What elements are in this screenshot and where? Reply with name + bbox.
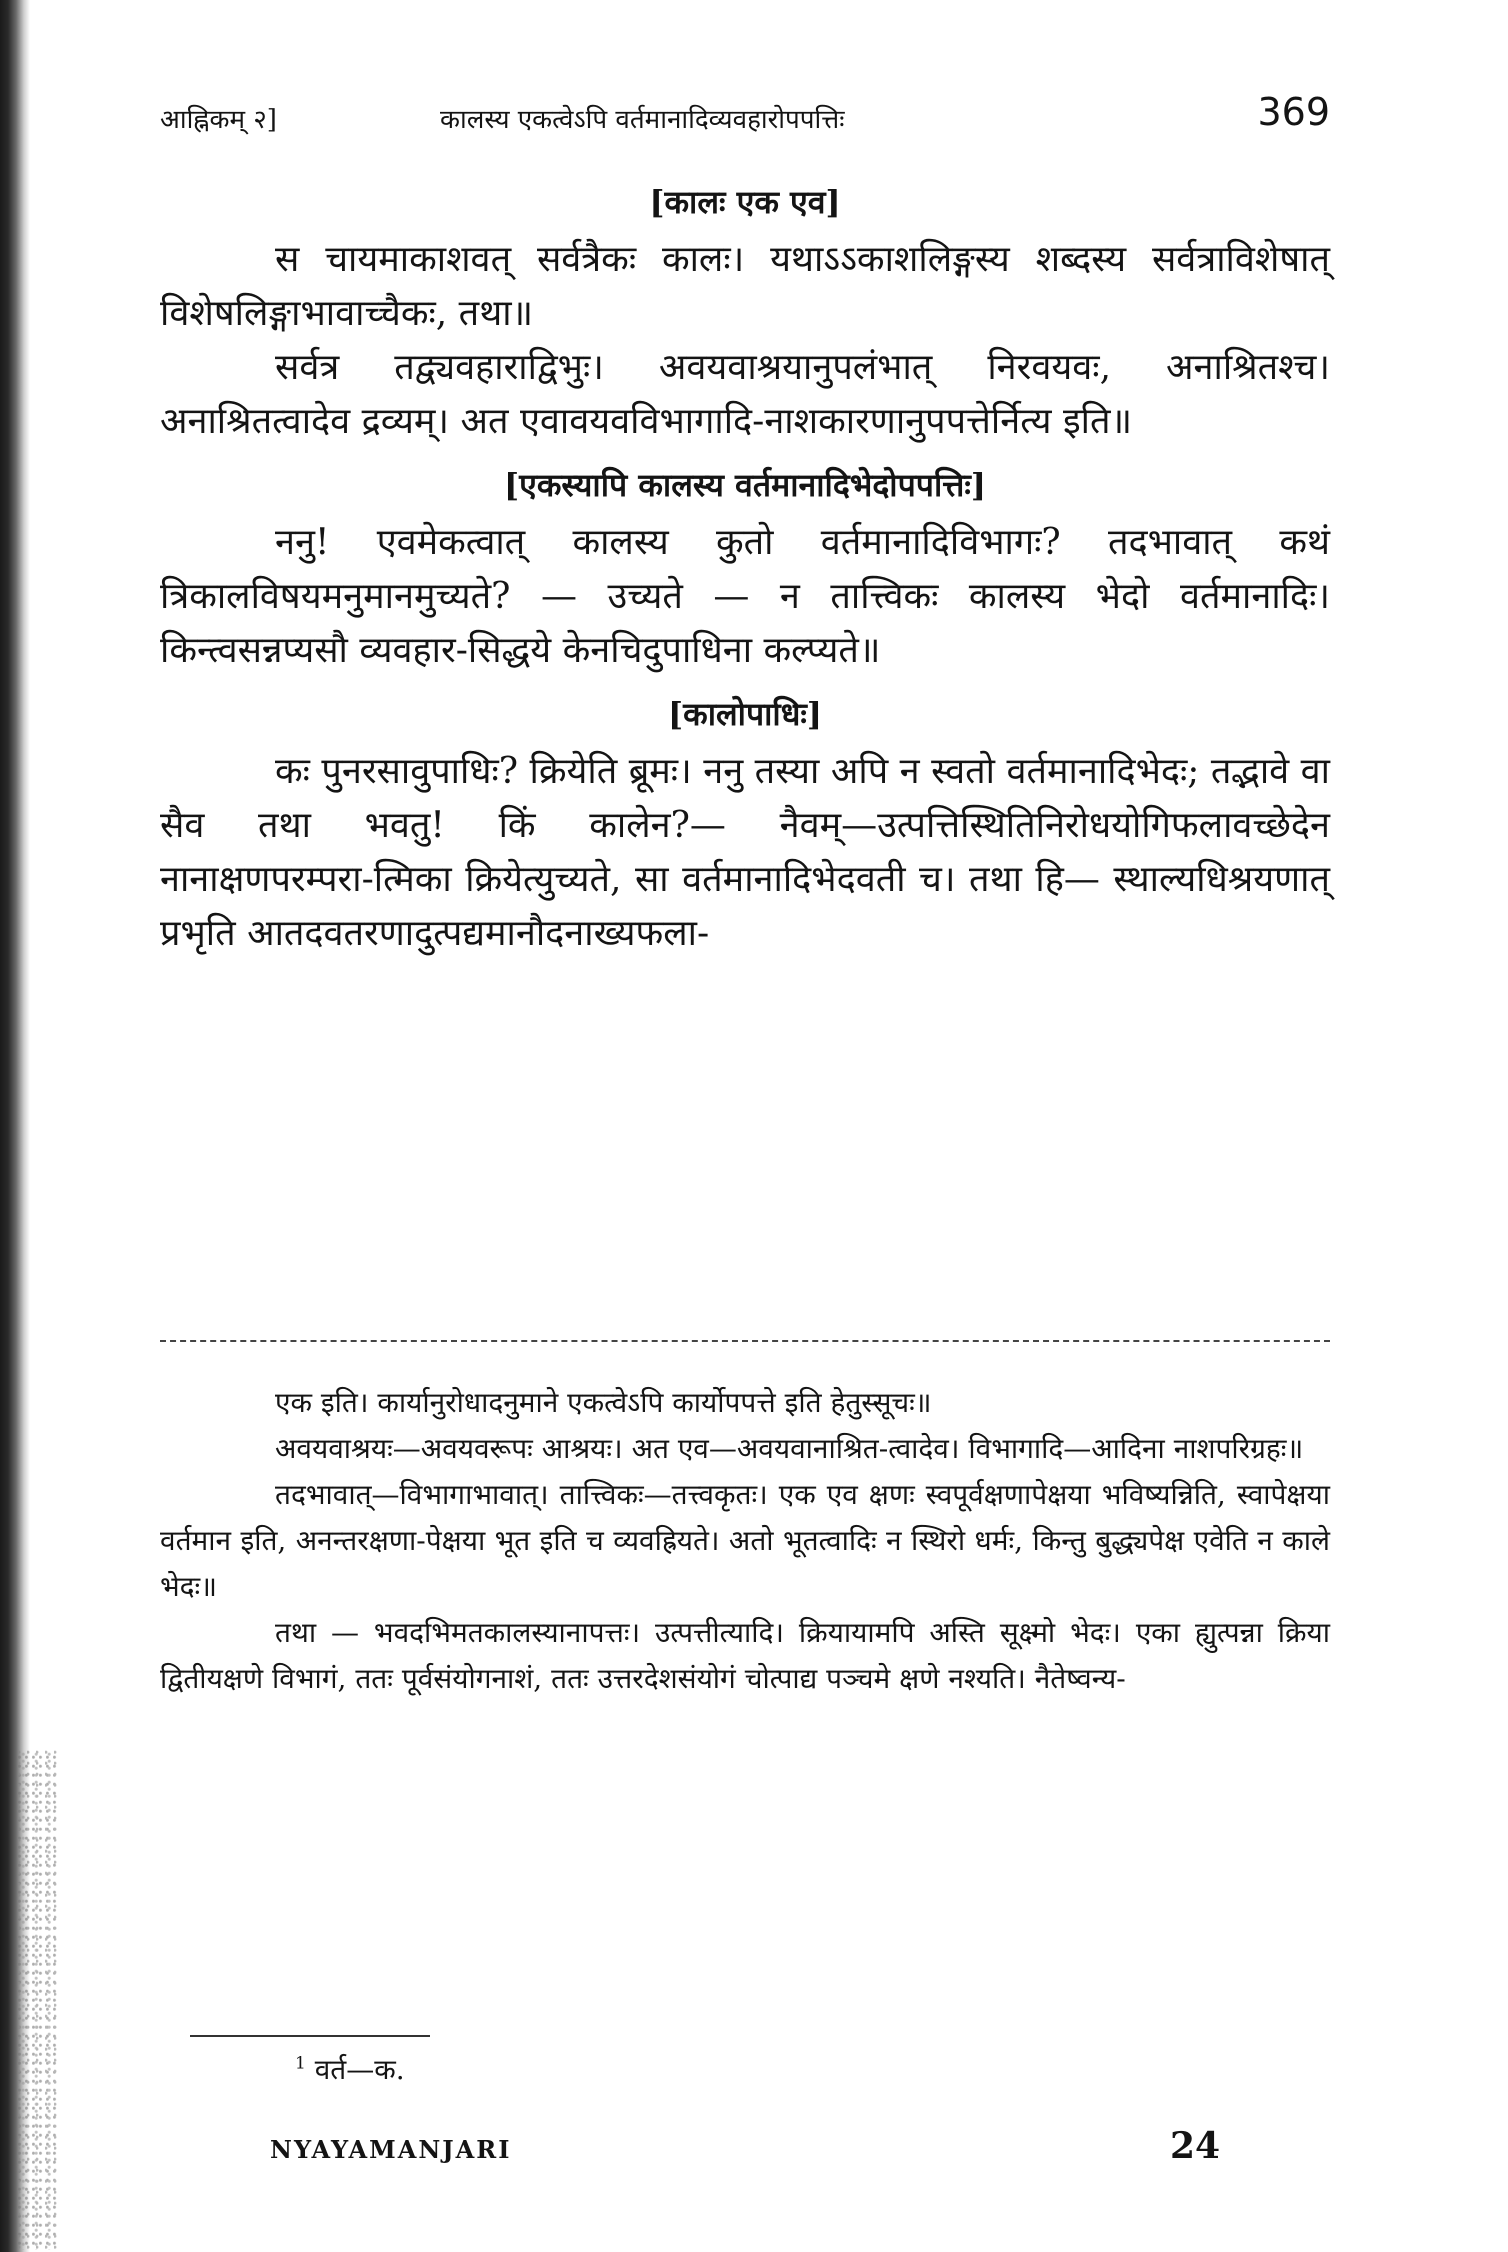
scan-speckle bbox=[18, 1750, 58, 2250]
page-number: 369 bbox=[1257, 90, 1330, 134]
footer-signature-number: 24 bbox=[1170, 2125, 1221, 2167]
footnote bbox=[295, 2050, 405, 2088]
commentary-notes bbox=[160, 1380, 1330, 1702]
running-header bbox=[160, 90, 1330, 150]
paragraph: सर्वत्र तद्व्यवहाराद्विभुः। अवयवाश्रयानुपलंभात् निरवयवः, अनाश्रितश्च। अनाश्रितत्वादेव द्रव्यम्। अत एवावयवविभागादि-नाशकारणानुपपत्तेर्नित्य इति॥ bbox=[160, 347, 1330, 442]
paragraph: कः पुनरसावुपाधिः? क्रियेति ब्रूमः। ननु तस्या अपि न स्वतो वर्तमानादिभेदः; तद्भावे वा सैव तथा भवतु! किं कालेन?— नैवम्—उत्पत्तिस्थितिनिरोधयोगिफलावच्छेदेन नानाक्षणपरम्परा-त्मिका क्रियेत्युच्यते, सा वर्तमानादिभेदवती च। तथा हि— स्थाल्यधिश्रयणात् प्रभृति आतदवतरणादुत्पद्यमानौदनाख्यफला- bbox=[160, 751, 1330, 954]
header-chapter: आह्निकम् २] bbox=[160, 105, 277, 135]
footnote-mark: 1 bbox=[295, 2053, 306, 2074]
footer-book-title: NYAYAMANJARI bbox=[270, 2135, 512, 2164]
notes-divider bbox=[160, 1340, 1330, 1342]
section-heading: [कालः एक एव] bbox=[649, 183, 841, 221]
footnote-text: वर्त—क. bbox=[314, 2053, 405, 2086]
note: तथा — भवदभिमतकालस्यानापत्तः। उत्पत्तीत्यादि। क्रियायामपि अस्ति सूक्ष्मो भेदः। एका ह्युत्पन्ना क्रिया द्वितीयक्षणे विभागं, ततः पूर्वसंयोगनाशं, ततः उत्तरदेशसंयोगं चोत्पाद्य पञ्चमे क्षणे नश्यति। नैतेष्वन्य- bbox=[160, 1616, 1330, 1695]
paragraph: ननु! एवमेकत्वात् कालस्य कुतो वर्तमानादिविभागः? तदभावात् कथं त्रिकालविषयमनुमानमुच्यते? — उच्यते — न तात्त्विकः कालस्य भेदो वर्तमानादिः। किन्त्वसन्नप्यसौ व्यवहार-सिद्धये केनचिदुपाधिना कल्प्यते॥ bbox=[160, 522, 1330, 671]
page bbox=[160, 80, 1330, 2200]
section-heading: [एकस्यापि कालस्य वर्तमानादिभेदोपपत्तिः] bbox=[504, 466, 986, 504]
section-heading: [कालोपाधिः] bbox=[667, 695, 823, 733]
footnote-divider bbox=[190, 2035, 430, 2037]
header-topic: कालस्य एकत्वेऽपि वर्तमानादिव्यवहारोपपत्तिः bbox=[440, 105, 845, 135]
note: अवयवाश्रयः—अवयवरूपः आश्रयः। अत एव—अवयवानाश्रित-त्वादेव। विभागादि—आदिना नाशपरिग्रहः॥ bbox=[275, 1432, 1304, 1465]
main-text bbox=[160, 180, 1330, 961]
note: तदभावात्—विभागाभावात्। तात्त्विकः—तत्त्वकृतः। एक एव क्षणः स्वपूर्वक्षणापेक्षया भविष्यन्निति, स्वापेक्षया वर्तमान इति, अनन्तरक्षणा-पेक्षया भूत इति च व्यवह्रियते। अतो भूतत्वादिः न स्थिरो धर्मः, किन्तु बुद्ध्यपेक्ष एवेति न काले भेदः॥ bbox=[160, 1478, 1330, 1603]
paragraph: स चायमाकाशवत् सर्वत्रैकः कालः। यथाऽऽकाशलिङ्गस्य शब्दस्य सर्वत्राविशेषात् विशेषलिङ्गाभावाच्चैकः, तथा॥ bbox=[160, 239, 1330, 334]
note: एक इति। कार्यानुरोधादनुमाने एकत्वेऽपि कार्योपपत्ते इति हेतुस्सूचः॥ bbox=[275, 1386, 932, 1419]
